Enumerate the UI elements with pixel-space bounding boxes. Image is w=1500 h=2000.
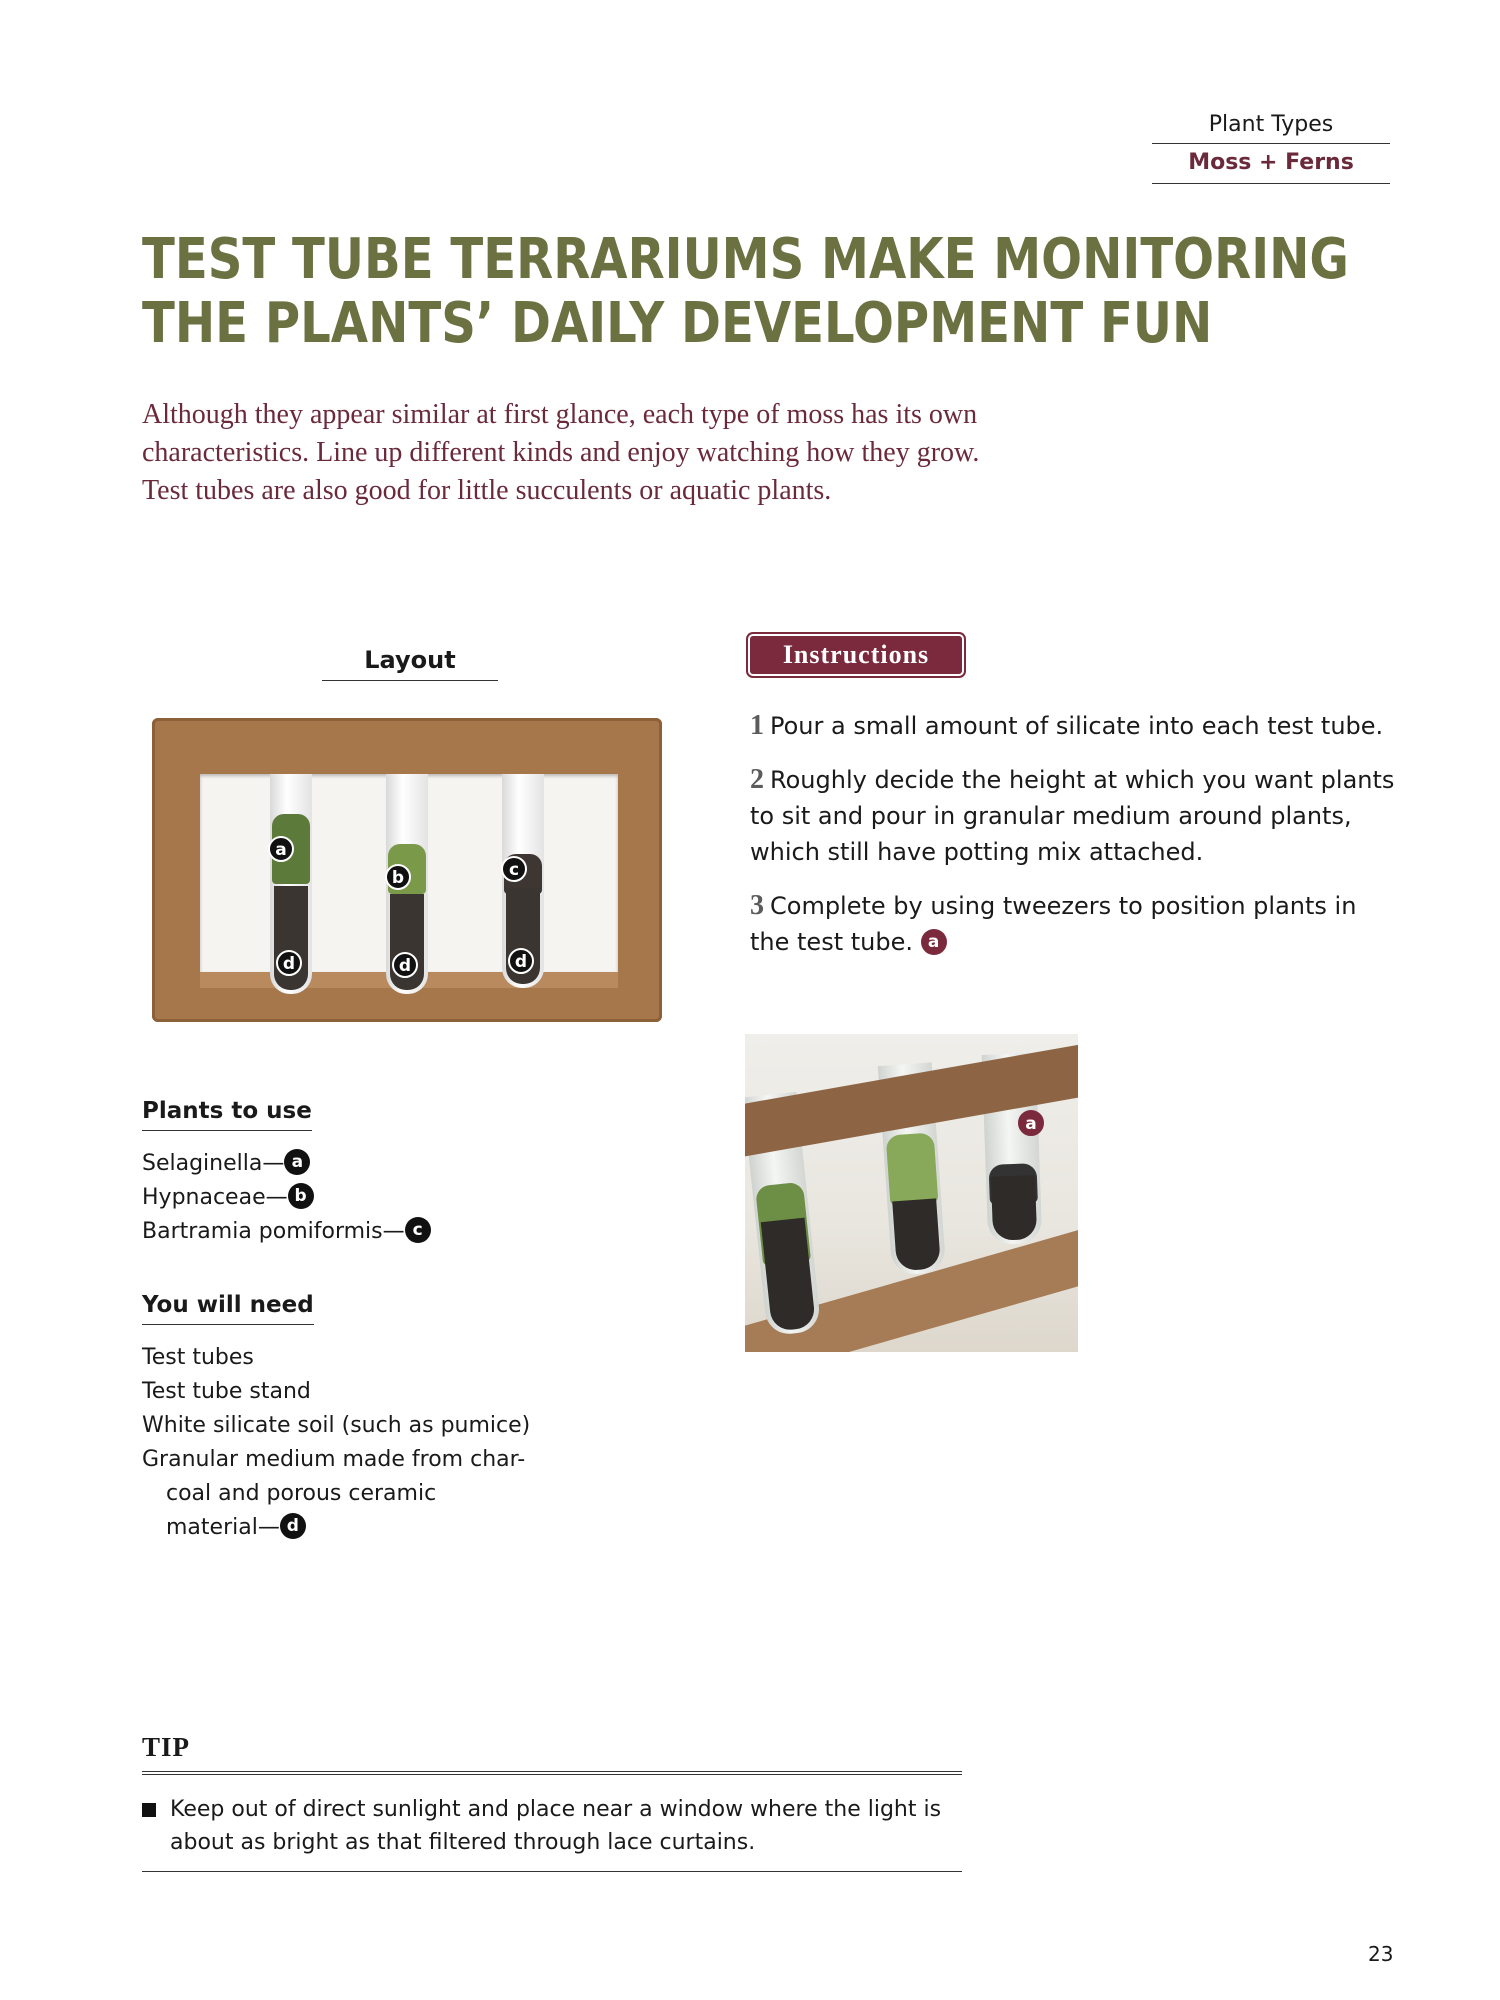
intro-line-1: Although they appear similar at first glance, each type of moss has its own bbox=[142, 399, 978, 430]
list-item: Test tubes bbox=[142, 1345, 254, 1370]
marker-d: d bbox=[280, 1513, 306, 1539]
step-number: 2 bbox=[750, 764, 764, 795]
step-text: Pour a small amount of silicate into each test tube. bbox=[770, 712, 1384, 740]
needs-heading: You will need bbox=[142, 1292, 314, 1325]
list-item: Granular medium made from char- bbox=[142, 1447, 526, 1472]
intro-line-2: characteristics. Line up different kinds and enjoy watching how they grow. bbox=[142, 437, 980, 468]
marker-d-3: d bbox=[508, 948, 534, 974]
step-number: 3 bbox=[750, 890, 764, 921]
instruction-steps bbox=[750, 708, 1400, 978]
page-title-line-1: TEST TUBE TERRARIUMS MAKE MONITORING bbox=[142, 227, 1349, 292]
you-will-need bbox=[142, 1292, 642, 1545]
marker-a: a bbox=[921, 929, 947, 955]
square-bullet-icon bbox=[142, 1803, 156, 1817]
step-text: Complete by using tweezers to position plants in the test tube. bbox=[750, 892, 1357, 956]
plant-name: Selaginella— bbox=[142, 1151, 285, 1176]
tip-item bbox=[142, 1793, 962, 1872]
marker-d-1: d bbox=[276, 950, 302, 976]
list-item bbox=[142, 1215, 642, 1249]
instructions-badge: Instructions bbox=[750, 636, 962, 674]
list-item bbox=[142, 1147, 642, 1181]
section-tag bbox=[1152, 112, 1390, 184]
list-item bbox=[142, 1181, 642, 1215]
plants-list bbox=[142, 1147, 642, 1249]
plant-name: Bartramia pomiformis— bbox=[142, 1219, 405, 1244]
list-item-continuation bbox=[142, 1511, 642, 1545]
list-item: Test tube stand bbox=[142, 1379, 311, 1404]
marker-c: c bbox=[405, 1217, 431, 1243]
step-1 bbox=[750, 708, 1400, 744]
page-number: 23 bbox=[1368, 1942, 1394, 1966]
marker-b: b bbox=[385, 864, 411, 890]
page-title-line-2: THE PLANTS’ DAILY DEVELOPMENT FUN bbox=[142, 291, 1213, 356]
step-2 bbox=[750, 762, 1400, 870]
layout-photo bbox=[142, 712, 672, 1030]
marker-a: a bbox=[268, 836, 294, 862]
soil bbox=[991, 1175, 1037, 1240]
marker-b: b bbox=[288, 1183, 314, 1209]
page-title bbox=[142, 227, 1349, 356]
step-number: 1 bbox=[750, 710, 764, 741]
needs-list bbox=[142, 1341, 642, 1545]
plants-heading: Plants to use bbox=[142, 1098, 312, 1131]
moss bbox=[886, 1132, 939, 1205]
list-item: White silicate soil (such as pumice) bbox=[142, 1413, 531, 1438]
step-photo bbox=[745, 1034, 1078, 1352]
tip-heading: TIP bbox=[142, 1732, 962, 1775]
plant-name: Hypnaceae— bbox=[142, 1185, 288, 1210]
tip-box bbox=[142, 1732, 962, 1872]
layout-heading: Layout bbox=[322, 646, 498, 681]
intro-line-3: Test tubes are also good for little succulents or aquatic plants. bbox=[142, 475, 832, 506]
section-category: Plant Types bbox=[1152, 112, 1390, 144]
marker-c: c bbox=[501, 856, 527, 882]
step-3 bbox=[750, 888, 1400, 960]
marker-a: a bbox=[284, 1149, 310, 1175]
plants-to-use bbox=[142, 1098, 642, 1249]
list-item-continuation: coal and porous ceramic bbox=[166, 1481, 437, 1506]
intro-paragraph bbox=[142, 396, 1082, 510]
marker-d-2: d bbox=[392, 952, 418, 978]
soil bbox=[892, 1198, 941, 1271]
section-subcategory: Moss + Ferns bbox=[1152, 144, 1390, 184]
marker-a: a bbox=[1018, 1110, 1044, 1136]
tip-text: Keep out of direct sunlight and place near a window where the light is about as bright as that filtered through lace curtains. bbox=[170, 1797, 942, 1855]
step-text: Roughly decide the height at which you want plants to sit and pour in granular medium around plants, which still have potting mix attached. bbox=[750, 766, 1395, 866]
item-text: material— bbox=[166, 1515, 280, 1540]
